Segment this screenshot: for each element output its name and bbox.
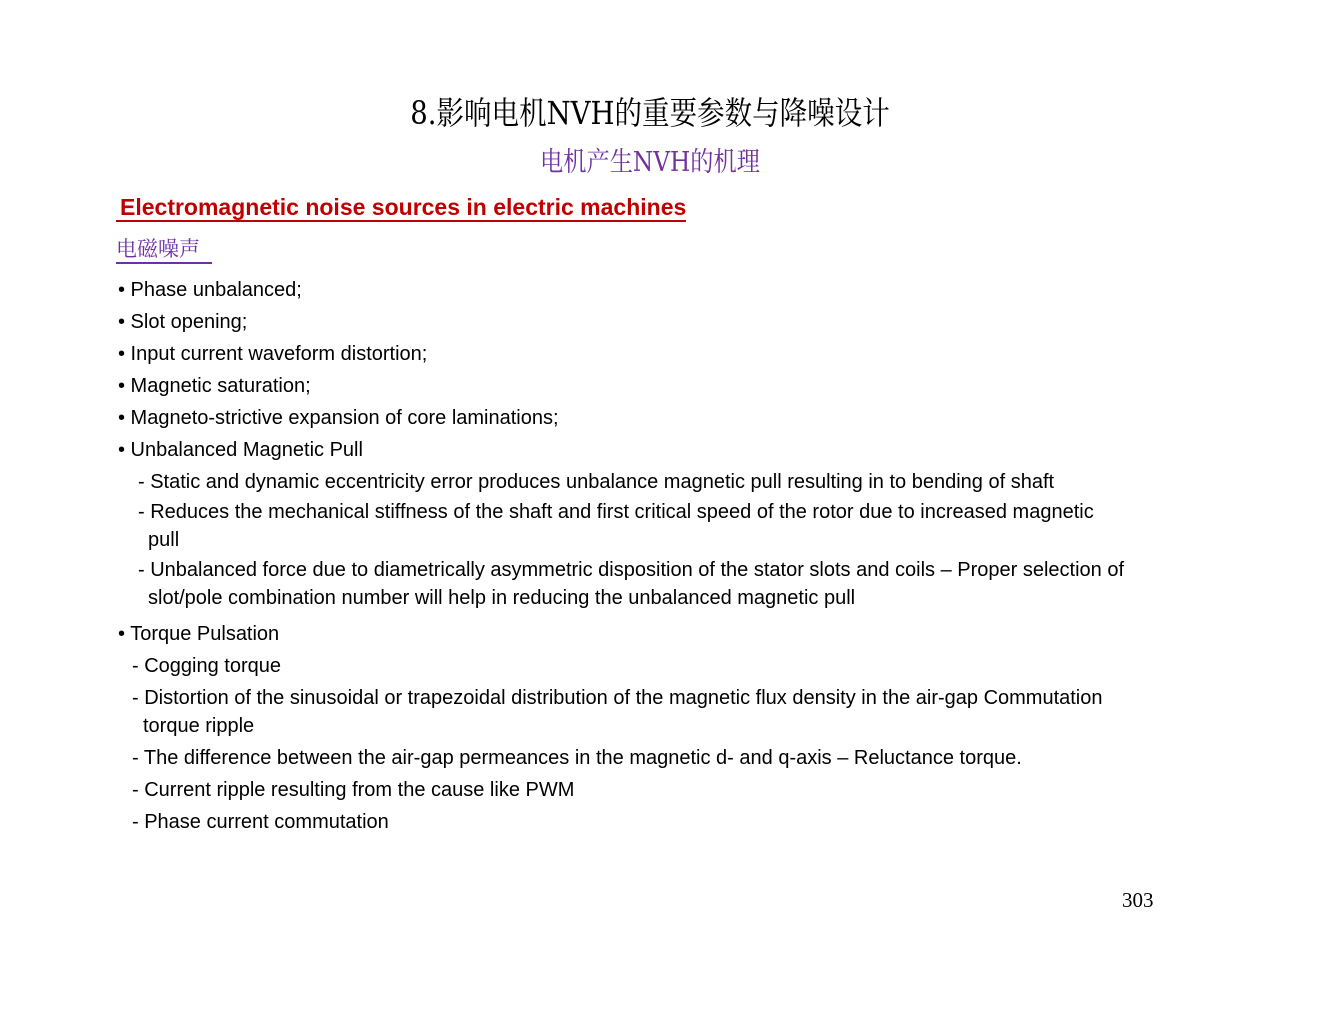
bullet: • Unbalanced Magnetic Pull	[118, 439, 363, 461]
sub-bullet: - Static and dynamic eccentricity error produces unbalance magnetic pull resulting in to bending of shaft	[138, 471, 1055, 493]
sub-bullet: - Distortion of the sinusoidal or trapezoidal distribution of the magnetic flux density in the air-gap Commutation	[132, 687, 1103, 709]
sub-bullet-cont: slot/pole combination number will help in reducing the unbalanced magnetic pull	[148, 587, 856, 609]
bullet: • Magneto-strictive expansion of core laminations;	[118, 407, 559, 429]
bullet: • Slot opening;	[118, 311, 248, 333]
sub-bullet-cont: pull	[148, 529, 180, 551]
sub-bullet: - Cogging torque	[132, 655, 281, 677]
sub-bullet: - Current ripple resulting from the cause like PWM	[132, 779, 575, 801]
sub-bullet: - Phase current commutation	[132, 811, 389, 833]
slide-subtitle: 电机产生NVH的机理	[540, 147, 760, 178]
bullet: • Phase unbalanced;	[118, 279, 302, 301]
sub-bullet: - The difference between the air-gap permeances in the magnetic d- and q-axis – Reluctance torque.	[132, 747, 1022, 769]
bullet: • Torque Pulsation	[118, 623, 280, 645]
bullet: • Input current waveform distortion;	[118, 343, 428, 365]
sub-bullet-cont: torque ripple	[143, 715, 255, 737]
sub-bullet: - Reduces the mechanical stiffness of the shaft and first critical speed of the rotor due to increased magnetic	[138, 501, 1094, 523]
page-number: 303	[1122, 888, 1154, 912]
section-heading: Electromagnetic noise sources in electric machines	[116, 194, 686, 222]
bullet: • Magnetic saturation;	[118, 375, 311, 397]
sub-bullet: - Unbalanced force due to diametrically asymmetric disposition of the stator slots and coils – Proper selection of	[138, 559, 1125, 581]
slide-title: 8.影响电机NVH的重要参数与降噪设计	[410, 94, 890, 132]
subheading: 电磁噪声	[116, 236, 212, 264]
